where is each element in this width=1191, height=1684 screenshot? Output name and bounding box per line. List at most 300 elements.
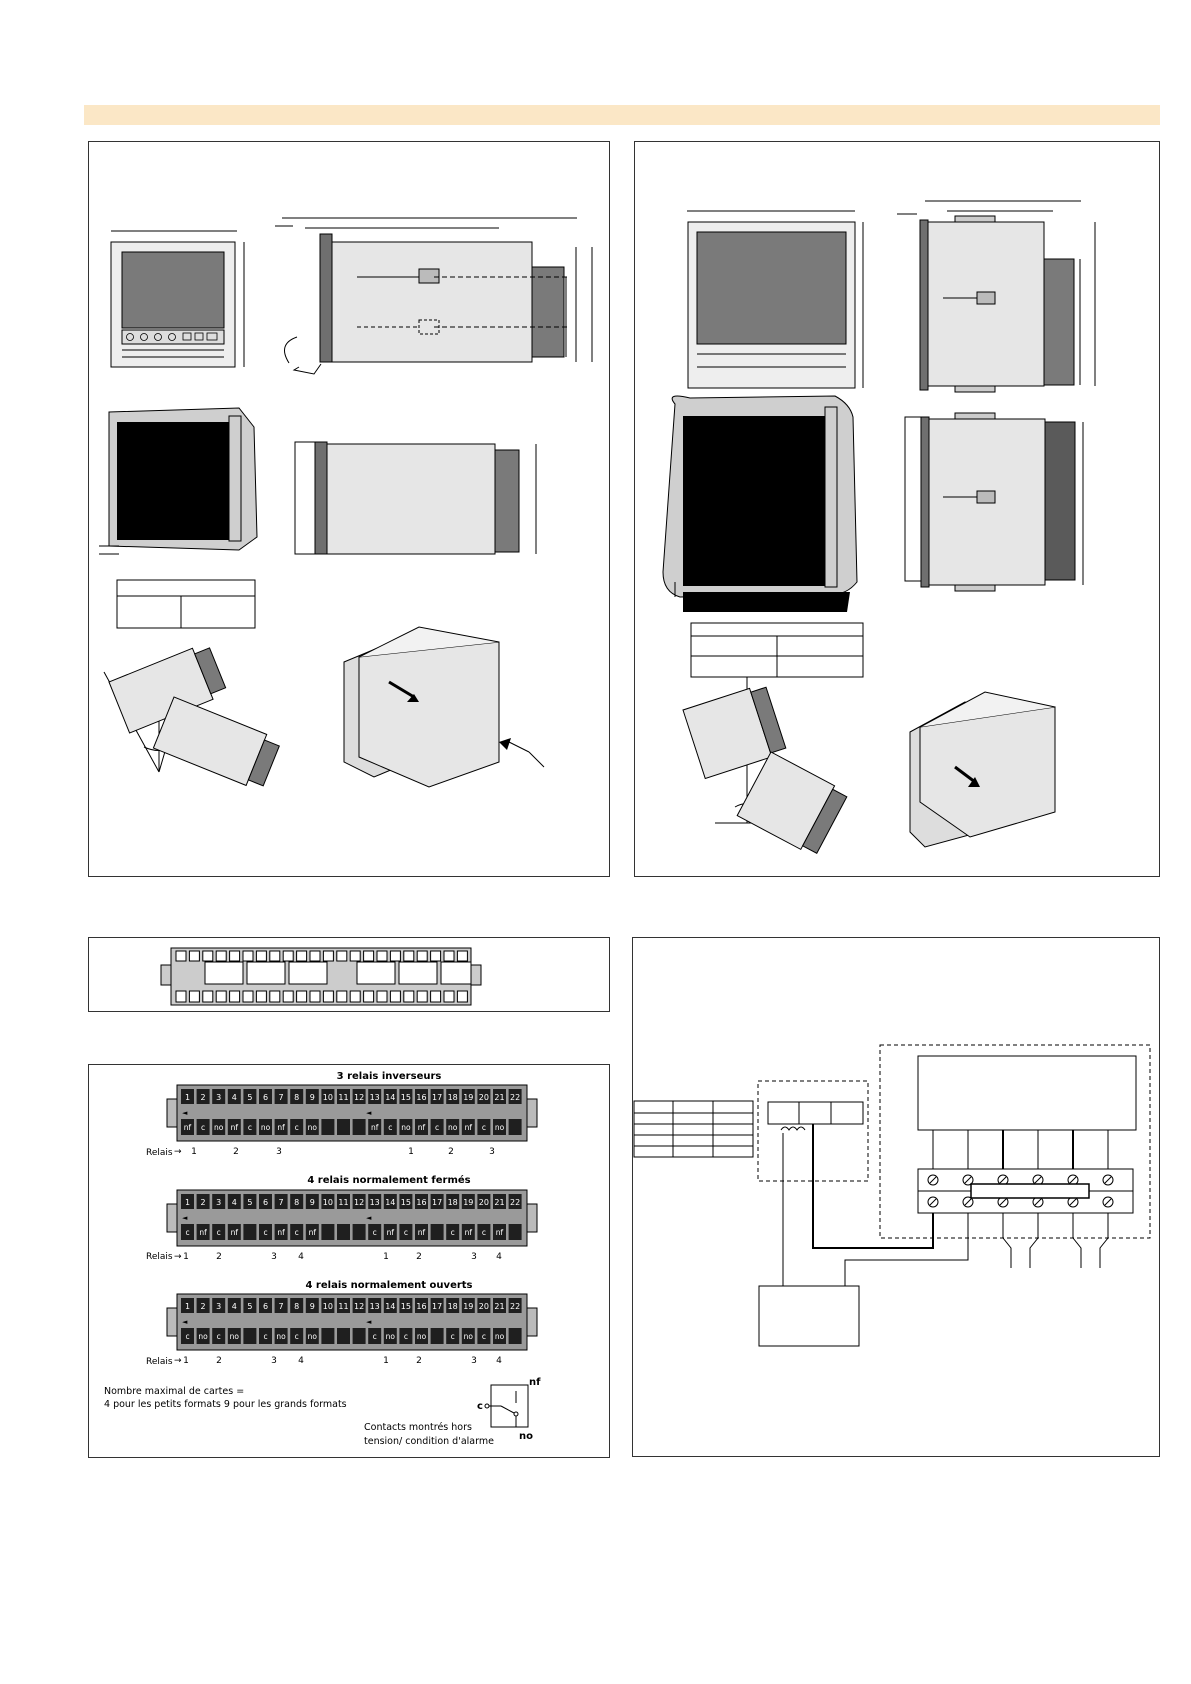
strip-slot-bottom <box>417 991 427 1002</box>
contact-cell <box>384 1328 397 1344</box>
svg-text:c: c <box>481 1123 486 1132</box>
terminal-number <box>446 1194 459 1209</box>
contact-cell <box>321 1224 334 1240</box>
relais-number: 1 <box>183 1356 189 1366</box>
svg-text:3: 3 <box>216 1302 222 1311</box>
svg-text:nf: nf <box>308 1228 317 1237</box>
svg-text:nf: nf <box>417 1228 426 1237</box>
strip-slot-top <box>323 951 333 961</box>
contact-cell <box>197 1328 210 1344</box>
contact-label-c: c <box>477 1401 483 1412</box>
strip-slot-bottom <box>377 991 387 1002</box>
svg-text:18: 18 <box>447 1198 458 1207</box>
svg-text:9: 9 <box>309 1302 315 1311</box>
small-format-drawing <box>89 142 611 878</box>
relais-number: 3 <box>276 1147 282 1157</box>
svg-text:nf: nf <box>464 1228 473 1237</box>
strip-slot-top <box>283 951 293 961</box>
terminal-number <box>275 1298 288 1313</box>
svg-text:13: 13 <box>369 1093 380 1102</box>
terminal-number <box>181 1089 194 1104</box>
svg-text:19: 19 <box>463 1093 474 1102</box>
terminal-number <box>181 1194 194 1209</box>
svg-text:8: 8 <box>294 1093 300 1102</box>
arrow-left: ◄ <box>182 1109 188 1117</box>
contacts-line-1: Contacts montrés hors <box>364 1422 472 1433</box>
strip-slot-top <box>431 951 441 961</box>
relay-configurations-drawing <box>89 1065 611 1459</box>
large-format-drawing <box>635 142 1161 878</box>
terminal-number <box>431 1089 444 1104</box>
svg-text:no: no <box>214 1123 224 1132</box>
terminal-number <box>321 1194 334 1209</box>
svg-text:12: 12 <box>354 1302 365 1311</box>
contact-cell <box>431 1119 444 1135</box>
terminal-number <box>493 1194 506 1209</box>
svg-text:no: no <box>385 1332 395 1341</box>
contact-cell <box>290 1328 303 1344</box>
svg-text:14: 14 <box>385 1302 396 1311</box>
panel-relay-configurations <box>88 1064 610 1458</box>
terminal-number <box>477 1194 490 1209</box>
relais-number: 4 <box>298 1356 304 1366</box>
svg-text:1: 1 <box>184 1198 191 1207</box>
terminal-number <box>462 1194 475 1209</box>
relais-number: 3 <box>471 1356 477 1366</box>
strip-slot-top <box>417 951 427 961</box>
terminal-number <box>509 1298 522 1313</box>
contact-cell <box>337 1224 350 1240</box>
strip-slot-top <box>337 951 347 961</box>
svg-text:17: 17 <box>432 1302 443 1311</box>
terminal-number <box>243 1298 256 1313</box>
relais-number: 2 <box>448 1147 454 1157</box>
svg-text:10: 10 <box>322 1198 333 1207</box>
contact-cell <box>197 1119 210 1135</box>
contact-cell <box>290 1119 303 1135</box>
svg-text:c: c <box>263 1228 268 1237</box>
relay-title-inverseurs: 3 relais inverseurs <box>336 1071 442 1082</box>
contact-cell <box>181 1224 194 1240</box>
svg-text:3: 3 <box>216 1198 222 1207</box>
strip-slot-bottom <box>337 991 347 1002</box>
strip-slot-bottom <box>297 991 307 1002</box>
strip-slot-bottom <box>390 991 400 1002</box>
terminal-number <box>337 1089 350 1104</box>
strip-slot-bottom <box>404 991 414 1002</box>
svg-text:1: 1 <box>184 1093 191 1102</box>
strip-slot-top <box>270 951 280 961</box>
svg-text:6: 6 <box>262 1302 269 1311</box>
svg-text:15: 15 <box>400 1198 411 1207</box>
contact-cell <box>306 1328 319 1344</box>
svg-text:c: c <box>294 1332 299 1341</box>
terminal-number <box>275 1194 288 1209</box>
terminal-number <box>321 1089 334 1104</box>
svg-text:7: 7 <box>278 1302 284 1311</box>
terminal-number <box>462 1089 475 1104</box>
relay-strip <box>167 1190 537 1246</box>
svg-text:c: c <box>263 1332 268 1341</box>
svg-text:nf: nf <box>230 1228 239 1237</box>
strip-slot-top <box>350 951 360 961</box>
contact-cell <box>275 1119 288 1135</box>
contact-cell <box>368 1328 381 1344</box>
contact-cell <box>290 1224 303 1240</box>
terminal-number <box>446 1089 459 1104</box>
arrow-left: ◄ <box>182 1318 188 1326</box>
strip-slot-bottom <box>256 991 266 1002</box>
svg-text:4: 4 <box>231 1302 237 1311</box>
strip-slot-top <box>310 951 320 961</box>
contact-cell <box>353 1328 366 1344</box>
contact-cell <box>399 1328 412 1344</box>
svg-text:c: c <box>247 1123 252 1132</box>
svg-text:no: no <box>307 1123 317 1132</box>
svg-text:13: 13 <box>369 1198 380 1207</box>
terminal-number <box>259 1194 272 1209</box>
svg-text:18: 18 <box>447 1302 458 1311</box>
terminal-number <box>415 1298 428 1313</box>
svg-text:19: 19 <box>463 1302 474 1311</box>
svg-text:22: 22 <box>510 1093 521 1102</box>
contact-cell <box>212 1328 225 1344</box>
contact-cell <box>321 1328 334 1344</box>
svg-text:5: 5 <box>247 1093 253 1102</box>
terminal-number <box>337 1194 350 1209</box>
svg-text:11: 11 <box>338 1302 349 1311</box>
svg-text:nf: nf <box>183 1123 192 1132</box>
contact-cell <box>212 1224 225 1240</box>
strip-slot-bottom <box>310 991 320 1002</box>
contact-cell <box>306 1224 319 1240</box>
terminal-number <box>290 1298 303 1313</box>
strip-slot-top <box>216 951 226 961</box>
terminal-number <box>384 1298 397 1313</box>
svg-text:2: 2 <box>200 1302 206 1311</box>
header-band <box>84 105 1160 125</box>
svg-text:10: 10 <box>322 1093 333 1102</box>
terminal-number <box>509 1194 522 1209</box>
terminal-number <box>368 1194 381 1209</box>
strip-slot-top <box>189 951 199 961</box>
relais-number: 2 <box>233 1147 239 1157</box>
terminal-number <box>259 1298 272 1313</box>
contact-cell <box>493 1119 506 1135</box>
relais-number: 1 <box>408 1147 414 1157</box>
relais-number: 4 <box>496 1356 502 1366</box>
strip-slot-bottom <box>203 991 213 1002</box>
contact-cell <box>337 1328 350 1344</box>
svg-text:7: 7 <box>278 1198 284 1207</box>
terminal-number <box>306 1298 319 1313</box>
svg-text:3: 3 <box>216 1093 222 1102</box>
relay-title-ouverts: 4 relais normalement ouverts <box>305 1280 473 1291</box>
strip-slot-top <box>390 951 400 961</box>
relais-number: 1 <box>183 1252 189 1262</box>
relais-label-2: Relais <box>146 1252 173 1262</box>
svg-text:c: c <box>372 1228 377 1237</box>
svg-text:2: 2 <box>200 1093 206 1102</box>
relais-number: 3 <box>489 1147 495 1157</box>
svg-text:nf: nf <box>230 1123 239 1132</box>
terminal-number <box>477 1089 490 1104</box>
svg-text:no: no <box>260 1123 271 1132</box>
terminal-number <box>415 1194 428 1209</box>
contact-cell <box>243 1224 256 1240</box>
svg-text:nf: nf <box>199 1228 207 1237</box>
svg-text:8: 8 <box>294 1198 300 1207</box>
contact-cell <box>415 1328 428 1344</box>
svg-text:nf: nf <box>464 1123 473 1132</box>
svg-text:c: c <box>450 1228 455 1237</box>
svg-text:4: 4 <box>231 1198 237 1207</box>
svg-text:18: 18 <box>447 1093 458 1102</box>
terminal-number <box>290 1089 303 1104</box>
terminal-number <box>290 1194 303 1209</box>
contact-cell <box>368 1224 381 1240</box>
contact-cell <box>353 1224 366 1240</box>
relais-number: 2 <box>216 1252 222 1262</box>
contact-cell <box>493 1328 506 1344</box>
contacts-line-2: tension/ condition d'alarme <box>364 1436 494 1447</box>
strip-slot-top <box>364 951 374 961</box>
terminal-number <box>228 1194 241 1209</box>
terminal-number <box>228 1298 241 1313</box>
strip-slot-bottom <box>216 991 226 1002</box>
svg-text:no: no <box>198 1332 208 1341</box>
svg-text:20: 20 <box>478 1198 489 1207</box>
svg-text:c: c <box>388 1123 393 1132</box>
relais-number: 4 <box>298 1252 304 1262</box>
svg-text:c: c <box>294 1228 299 1237</box>
svg-text:6: 6 <box>262 1198 269 1207</box>
strip-slot-top <box>230 951 240 961</box>
panel-wiring-diagram <box>632 937 1160 1457</box>
contact-cell <box>228 1328 241 1344</box>
arrow-mid: ◄ <box>366 1109 372 1117</box>
svg-text:19: 19 <box>463 1198 474 1207</box>
terminal-number <box>384 1089 397 1104</box>
terminal-number <box>493 1298 506 1313</box>
svg-text:no: no <box>448 1123 458 1132</box>
terminal-number <box>197 1194 210 1209</box>
terminal-number <box>462 1298 475 1313</box>
terminal-number <box>368 1089 381 1104</box>
relais-arrow: → <box>174 1356 182 1366</box>
panel-terminal-strip <box>88 937 610 1012</box>
svg-text:8: 8 <box>294 1302 300 1311</box>
terminal-number <box>306 1089 319 1104</box>
svg-text:9: 9 <box>309 1093 315 1102</box>
contact-cell <box>181 1328 194 1344</box>
strip-slot-bottom <box>189 991 199 1002</box>
svg-text:22: 22 <box>510 1198 521 1207</box>
terminal-number <box>321 1298 334 1313</box>
contact-cell <box>306 1119 319 1135</box>
relais-number: 2 <box>416 1356 422 1366</box>
contact-cell <box>446 1328 459 1344</box>
contact-cell <box>462 1119 475 1135</box>
svg-text:16: 16 <box>416 1302 427 1311</box>
contact-cell <box>228 1224 241 1240</box>
terminal-number <box>259 1089 272 1104</box>
relais-number: 2 <box>216 1356 222 1366</box>
terminal-number <box>431 1298 444 1313</box>
relais-number: 3 <box>271 1356 277 1366</box>
strip-slot-top <box>377 951 387 961</box>
terminal-number <box>181 1298 194 1313</box>
strip-slot-bottom <box>270 991 280 1002</box>
strip-slot-top <box>444 951 454 961</box>
note-line-1: Nombre maximal de cartes = <box>104 1386 245 1397</box>
contact-cell <box>384 1224 397 1240</box>
contact-cell <box>399 1119 412 1135</box>
svg-text:20: 20 <box>478 1093 489 1102</box>
contact-cell <box>509 1328 522 1344</box>
svg-text:12: 12 <box>354 1198 365 1207</box>
contact-cell <box>228 1119 241 1135</box>
strip-slot-top <box>256 951 266 961</box>
svg-text:17: 17 <box>432 1093 443 1102</box>
svg-text:c: c <box>216 1228 221 1237</box>
terminal-number <box>384 1194 397 1209</box>
svg-text:c: c <box>216 1332 221 1341</box>
svg-text:c: c <box>403 1332 408 1341</box>
terminal-number <box>306 1194 319 1209</box>
svg-text:11: 11 <box>338 1093 349 1102</box>
svg-text:nf: nf <box>277 1228 285 1237</box>
svg-text:no: no <box>229 1332 239 1341</box>
svg-text:6: 6 <box>262 1093 269 1102</box>
svg-text:nf: nf <box>386 1228 395 1237</box>
contact-cell <box>446 1119 459 1135</box>
terminal-number <box>368 1298 381 1313</box>
svg-text:15: 15 <box>400 1302 411 1311</box>
svg-text:nf: nf <box>417 1123 426 1132</box>
svg-text:no: no <box>416 1332 427 1341</box>
terminal-number <box>228 1089 241 1104</box>
contact-cell <box>462 1328 475 1344</box>
svg-text:c: c <box>481 1332 486 1341</box>
relais-number: 3 <box>271 1252 277 1262</box>
svg-text:14: 14 <box>385 1093 396 1102</box>
terminal-number <box>337 1298 350 1313</box>
svg-text:21: 21 <box>494 1302 505 1311</box>
svg-text:no: no <box>494 1123 505 1132</box>
relay-strip <box>167 1085 537 1141</box>
contact-cell <box>431 1224 444 1240</box>
svg-text:11: 11 <box>338 1198 349 1207</box>
svg-text:13: 13 <box>369 1302 380 1311</box>
terminal-number <box>353 1089 366 1104</box>
svg-text:15: 15 <box>400 1093 411 1102</box>
svg-text:c: c <box>294 1123 299 1132</box>
terminal-number <box>197 1298 210 1313</box>
svg-text:c: c <box>201 1123 206 1132</box>
svg-text:c: c <box>372 1332 377 1341</box>
relais-number: 3 <box>471 1252 477 1262</box>
contact-cell <box>477 1224 490 1240</box>
svg-text:nf: nf <box>370 1123 379 1132</box>
strip-slot-top <box>457 951 467 961</box>
contact-cell <box>493 1224 506 1240</box>
strip-slot-bottom <box>230 991 240 1002</box>
relais-number: 4 <box>496 1252 502 1262</box>
contact-cell <box>477 1328 490 1344</box>
terminal-number <box>212 1298 225 1313</box>
contact-cell <box>243 1328 256 1344</box>
svg-text:10: 10 <box>322 1302 333 1311</box>
svg-text:no: no <box>401 1123 411 1132</box>
strip-slot-bottom <box>364 991 374 1002</box>
strip-slot-bottom <box>243 991 253 1002</box>
svg-text:5: 5 <box>247 1302 253 1311</box>
terminal-number <box>275 1089 288 1104</box>
svg-text:14: 14 <box>385 1198 396 1207</box>
relais-label-3: Relais <box>146 1357 173 1367</box>
contact-cell <box>509 1119 522 1135</box>
terminal-number <box>399 1089 412 1104</box>
relais-number: 1 <box>383 1252 389 1262</box>
contact-label-nf: nf <box>529 1377 541 1388</box>
terminal-number <box>243 1089 256 1104</box>
contact-cell <box>321 1119 334 1135</box>
strip-slot-top <box>176 951 186 961</box>
svg-text:16: 16 <box>416 1198 427 1207</box>
contact-cell <box>181 1119 194 1135</box>
terminal-strip-drawing <box>89 938 611 1013</box>
terminal-number <box>431 1194 444 1209</box>
relais-number: 1 <box>191 1147 197 1157</box>
terminal-number <box>493 1089 506 1104</box>
svg-text:20: 20 <box>478 1302 489 1311</box>
terminal-number <box>212 1194 225 1209</box>
svg-text:c: c <box>185 1332 190 1341</box>
relais-label-1: Relais <box>146 1148 173 1158</box>
contact-cell <box>337 1119 350 1135</box>
strip-slot-top <box>297 951 307 961</box>
terminal-number <box>399 1298 412 1313</box>
strip-slot-bottom <box>350 991 360 1002</box>
contact-cell <box>462 1224 475 1240</box>
strip-slot-top <box>404 951 414 961</box>
svg-text:21: 21 <box>494 1198 505 1207</box>
terminal-number <box>415 1089 428 1104</box>
relay-strip <box>167 1294 537 1350</box>
contact-cell <box>415 1119 428 1135</box>
contact-cell <box>477 1119 490 1135</box>
relais-arrow: → <box>174 1252 182 1262</box>
strip-slot-bottom <box>431 991 441 1002</box>
contact-cell <box>197 1224 210 1240</box>
svg-text:c: c <box>403 1228 408 1237</box>
terminal-number <box>243 1194 256 1209</box>
relais-number: 2 <box>416 1252 422 1262</box>
svg-text:7: 7 <box>278 1093 284 1102</box>
terminal-number <box>197 1089 210 1104</box>
svg-text:nf: nf <box>495 1228 504 1237</box>
arrow-left: ◄ <box>182 1214 188 1222</box>
svg-text:c: c <box>435 1123 440 1132</box>
contact-cell <box>259 1119 272 1135</box>
contact-cell <box>384 1119 397 1135</box>
contact-cell <box>446 1224 459 1240</box>
svg-text:c: c <box>450 1332 455 1341</box>
contact-cell <box>243 1119 256 1135</box>
contact-cell <box>212 1119 225 1135</box>
terminal-number <box>509 1089 522 1104</box>
